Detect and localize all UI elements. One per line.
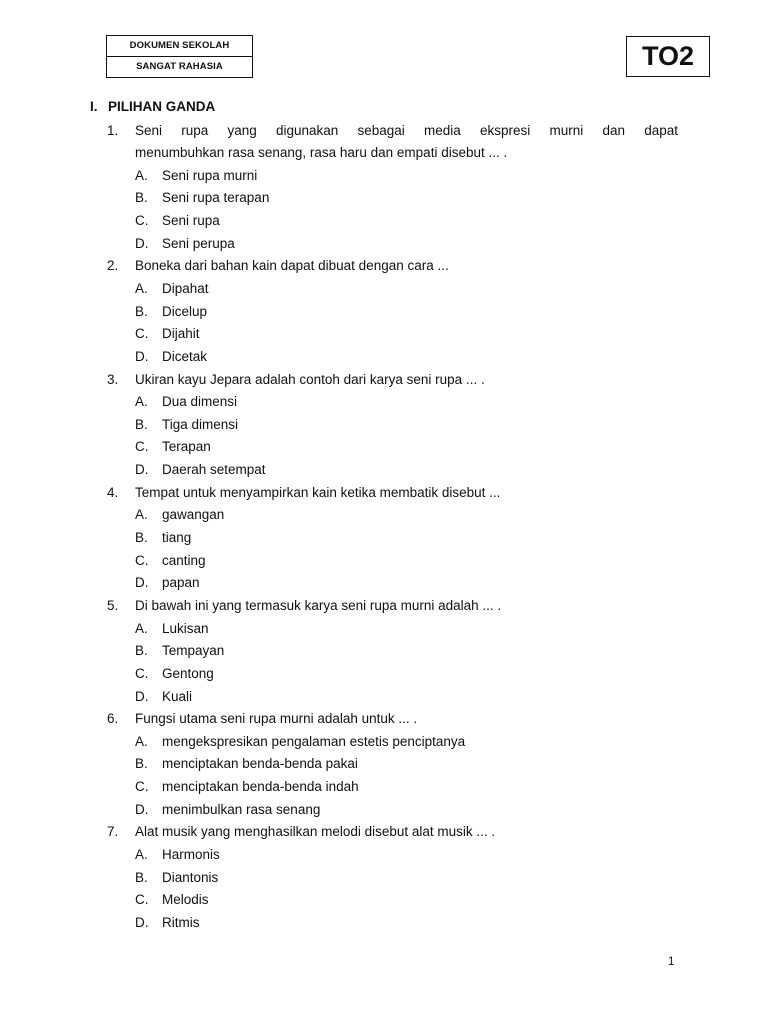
option-letter: C. xyxy=(135,213,149,229)
question-item xyxy=(0,821,768,844)
option-letter: A. xyxy=(135,167,148,183)
option-letter: C. xyxy=(135,326,149,342)
answer-option xyxy=(0,550,768,573)
option-text: mengekspresikan pengalaman estetis penciptanya xyxy=(162,733,466,749)
option-letter: D. xyxy=(135,801,149,817)
option-letter: D. xyxy=(135,235,149,251)
option-text: Dijahit xyxy=(162,326,200,342)
option-letter: C. xyxy=(135,552,149,568)
answer-option xyxy=(0,391,768,414)
answer-option xyxy=(0,686,768,709)
question-number: 7. xyxy=(107,824,119,840)
option-text: tiang xyxy=(162,530,192,546)
answer-option xyxy=(0,640,768,663)
option-text: canting xyxy=(162,552,206,568)
question-item xyxy=(0,120,768,143)
option-text: gawangan xyxy=(162,507,225,523)
question-item xyxy=(0,708,768,731)
option-text: Diantonis xyxy=(162,869,219,885)
option-letter: A. xyxy=(135,280,148,296)
option-letter: B. xyxy=(135,190,148,206)
answer-option xyxy=(0,776,768,799)
question-item xyxy=(0,482,768,505)
option-letter: D. xyxy=(135,688,149,704)
answer-option xyxy=(0,278,768,301)
answer-option xyxy=(0,187,768,210)
question-number: 5. xyxy=(107,597,119,613)
option-text: menimbulkan rasa senang xyxy=(162,801,321,817)
option-letter: C. xyxy=(135,892,149,908)
question-text: Tempat untuk menyampirkan kain ketika membatik disebut ... xyxy=(135,484,501,500)
option-text: Dicetak xyxy=(162,348,208,364)
question-text: Ukiran kayu Jepara adalah contoh dari karya seni rupa ... . xyxy=(135,371,485,387)
option-letter: A. xyxy=(135,733,148,749)
answer-option xyxy=(0,663,768,686)
option-letter: D. xyxy=(135,575,149,591)
option-text: Seni rupa terapan xyxy=(162,190,270,206)
question-number: 6. xyxy=(107,711,119,727)
answer-option xyxy=(0,527,768,550)
question-text-continuation-line xyxy=(0,142,768,165)
option-letter: C. xyxy=(135,779,149,795)
option-text: menciptakan benda-benda indah xyxy=(162,779,359,795)
question-item xyxy=(0,595,768,618)
option-letter: A. xyxy=(135,394,148,410)
option-letter: B. xyxy=(135,303,148,319)
answer-option xyxy=(0,165,768,188)
option-letter: B. xyxy=(135,416,148,432)
question-number: 3. xyxy=(107,371,119,387)
answer-option xyxy=(0,731,768,754)
option-text: Seni rupa xyxy=(162,213,220,229)
option-letter: B. xyxy=(135,869,148,885)
question-item xyxy=(0,369,768,392)
question-number: 1. xyxy=(107,122,119,138)
question-text-continuation: menumbuhkan rasa senang, rasa haru dan empati disebut ... . xyxy=(135,145,508,161)
option-text: Ritmis xyxy=(162,914,200,930)
document-classification-box xyxy=(106,35,253,78)
question-text: Seni rupa yang digunakan sebagai media ekspresi murni dan dapat xyxy=(135,122,678,138)
answer-option xyxy=(0,346,768,369)
option-text: menciptakan benda-benda pakai xyxy=(162,756,358,772)
option-letter: A. xyxy=(135,507,148,523)
option-text: Harmonis xyxy=(162,847,220,862)
document-type-label: DOKUMEN SEKOLAH xyxy=(129,40,230,51)
answer-option xyxy=(0,233,768,256)
option-letter: D. xyxy=(135,348,149,364)
option-text: Melodis xyxy=(162,892,209,908)
answer-option xyxy=(0,504,768,527)
answer-option xyxy=(0,301,768,324)
option-text: Tiga dimensi xyxy=(162,416,239,432)
question-item xyxy=(0,255,768,278)
option-text: Seni rupa murni xyxy=(162,167,258,183)
section-title xyxy=(90,99,215,114)
option-letter: D. xyxy=(135,914,149,930)
answer-option xyxy=(0,912,768,935)
option-text: Daerah setempat xyxy=(162,462,266,478)
answer-option xyxy=(0,889,768,912)
question-list xyxy=(0,120,768,935)
option-text: Kuali xyxy=(162,688,193,704)
page-number: 1 xyxy=(668,956,675,968)
answer-option xyxy=(0,844,768,867)
option-text: Dicelup xyxy=(162,303,208,319)
question-number: 4. xyxy=(107,484,119,500)
section-title-text: PILIHAN GANDA xyxy=(108,99,216,114)
option-letter: B. xyxy=(135,530,148,546)
option-letter: A. xyxy=(135,620,148,636)
confidentiality-label: SANGAT RAHASIA xyxy=(107,56,252,77)
answer-option xyxy=(0,323,768,346)
answer-option xyxy=(0,414,768,437)
option-text: Dipahat xyxy=(162,280,209,296)
answer-option xyxy=(0,867,768,890)
answer-option xyxy=(0,436,768,459)
option-text: Seni perupa xyxy=(162,235,235,251)
option-letter: B. xyxy=(135,756,148,772)
option-text: Lukisan xyxy=(162,620,209,636)
option-letter: D. xyxy=(135,462,149,478)
option-text: papan xyxy=(162,575,200,591)
option-text: Terapan xyxy=(162,439,211,455)
answer-option xyxy=(0,753,768,776)
option-text: Tempayan xyxy=(162,643,225,659)
answer-option xyxy=(0,799,768,822)
option-letter: C. xyxy=(135,439,149,455)
section-number: I. xyxy=(90,99,98,114)
option-letter: A. xyxy=(135,847,148,862)
answer-option xyxy=(0,459,768,482)
exam-code-box: TO2 xyxy=(626,36,710,77)
option-letter: C. xyxy=(135,665,149,681)
option-letter: B. xyxy=(135,643,148,659)
question-text: Boneka dari bahan kain dapat dibuat dengan cara ... xyxy=(135,258,449,274)
option-text: Gentong xyxy=(162,665,214,681)
option-text: Dua dimensi xyxy=(162,394,238,410)
answer-option xyxy=(0,210,768,233)
question-text: Alat musik yang menghasilkan melodi disebut alat musik ... . xyxy=(135,824,496,840)
question-text: Di bawah ini yang termasuk karya seni rupa murni adalah ... . xyxy=(135,597,502,613)
question-number: 2. xyxy=(107,258,119,274)
question-text: Fungsi utama seni rupa murni adalah untuk ... . xyxy=(135,711,418,727)
answer-option xyxy=(0,618,768,641)
answer-option xyxy=(0,572,768,595)
